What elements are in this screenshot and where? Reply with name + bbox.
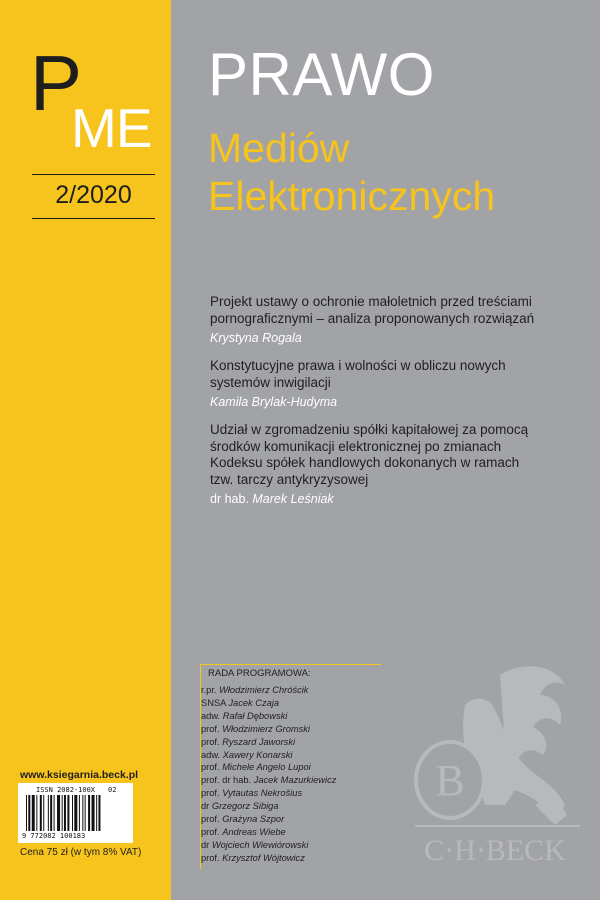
issue-number: 2/2020 [55,181,132,209]
member-title: adw. [201,710,223,721]
member-name: Michele Angelo Lupoi [222,762,311,773]
board-member [201,813,336,826]
member-title: prof. [201,826,223,837]
barcode-number: 9 772082 100183 [22,832,86,840]
barcode-bar [67,795,69,831]
article-title-line: Kodeksu spółek handlowych dokonanych w ramach [210,455,520,470]
member-name: Xawery Konarski [222,749,293,760]
board-member [201,839,336,852]
member-name: Włodzimierz Gromski [222,723,310,734]
board-member [201,749,336,762]
article-author [210,395,560,410]
author-name: Marek Leśniak [252,492,334,506]
barcode-bar [57,795,60,831]
barcode-bar [72,795,73,831]
member-title: prof. [201,723,223,734]
article-author [210,331,560,346]
article-title-line: pornograficznymi – analiza proponowanych rozwiązań [210,310,535,326]
board-member [201,852,336,865]
price-label: Cena 75 zł (w tym 8% VAT) [20,847,142,858]
publisher-emblem [405,655,585,870]
board-member [201,826,336,839]
barcode-bar [40,795,42,831]
member-name: Włodzimierz Chróścik [219,685,309,695]
logo-letters-me: ME [71,97,152,159]
article-title-line: tzw. tarczy antykryzysowej [210,471,369,487]
article-title-line: systemów inwigilacji [210,374,331,390]
board-member [201,723,336,736]
article-title-line: Konstytucyjne prawa i wolności w obliczu nowych [210,358,506,373]
article-title-line: Udział w zgromadzeniu spółki kapitałowej za pomocą [210,422,529,437]
member-name: Krzysztof Wójtowicz [222,852,305,863]
barcode [18,783,133,843]
barcode-bars [26,795,126,831]
board-member-list [201,684,336,865]
member-title: prof. [201,762,223,773]
barcode-bar [98,795,100,831]
member-title: prof. [201,814,223,825]
barcode-bar [48,795,49,831]
board-member [201,710,336,723]
author-name: Kamila Brylak-Hudyma [210,395,338,409]
barcode-bar [50,795,52,831]
article-author [210,492,560,507]
barcode-bar [79,795,80,831]
member-title: r.pr. [201,685,220,695]
issue-rule-bottom [32,218,155,219]
store-url[interactable]: www.ksiegarnia.beck.pl [20,769,139,781]
member-title: prof. [201,852,223,863]
member-name: Vytautas Nekrošius [222,788,303,799]
member-title: dr [201,801,212,812]
article-title [210,422,560,488]
article-list [210,294,560,519]
barcode-bar [54,795,55,831]
barcode-bar [88,795,90,831]
barcode-bar [92,795,95,831]
author-degree: dr hab. [210,492,253,506]
member-name: Rafał Dębowski [222,710,288,721]
member-title: SNSA [201,697,229,708]
member-name: Wojciech Wiewiórowski [211,839,309,850]
board-member [201,736,336,749]
member-title: dr [201,839,212,850]
article-title [210,294,560,327]
issue-rule-top [32,174,155,175]
board-member [201,787,336,800]
barcode-bar [85,795,86,831]
barcode-bar [43,795,44,831]
barcode-bar [62,795,63,831]
issn-label: ISSN 2082-100X [36,786,96,794]
article-title-line: Projekt ustawy o ochronie małoletnich przed treściami [210,294,532,309]
board-member [201,774,336,787]
barcode-addon: 02 [108,786,117,794]
barcode-bar [64,795,66,831]
member-title: adw. [201,749,223,760]
article-title [210,358,560,391]
author-name: Krystyna Rogala [210,331,302,345]
board-heading: RADA PROGRAMOWA: [208,668,311,679]
article-title-line: środków komunikacji elektronicznej po zmianach [210,438,502,454]
member-name: Jacek Mazurkiewicz [253,775,337,786]
logo-letter-p: P [30,39,81,127]
title-prawo: PRAWO [208,41,435,108]
member-title: prof. [201,788,223,799]
publisher-seal-letter: B [435,756,465,805]
barcode-bar [36,795,37,831]
board-member [201,800,336,813]
title-elektronicznych: Elektronicznych [208,173,496,219]
barcode-bar [28,795,30,831]
member-title: prof. [201,736,223,747]
board-member [201,697,336,710]
barcode-bar [96,795,97,831]
board-member [201,761,336,774]
title-mediow: Mediów [208,125,350,171]
publisher-name: C·H·BECK [424,834,566,867]
title-subtitle [208,124,495,220]
barcode-bar [32,795,35,831]
barcode-bar [82,795,83,831]
program-board [200,664,381,869]
board-member [201,684,336,697]
member-name: Grzegorz Sibiga [211,801,279,812]
member-name: Jacek Czaja [228,697,280,708]
barcode-bar [26,795,27,831]
member-name: Grażyna Szpor [222,814,285,825]
barcode-bar [74,795,77,831]
member-title: prof. dr hab. [201,775,254,786]
member-name: Ryszard Jaworski [222,736,296,747]
member-name: Andreas Wiebe [222,826,286,837]
